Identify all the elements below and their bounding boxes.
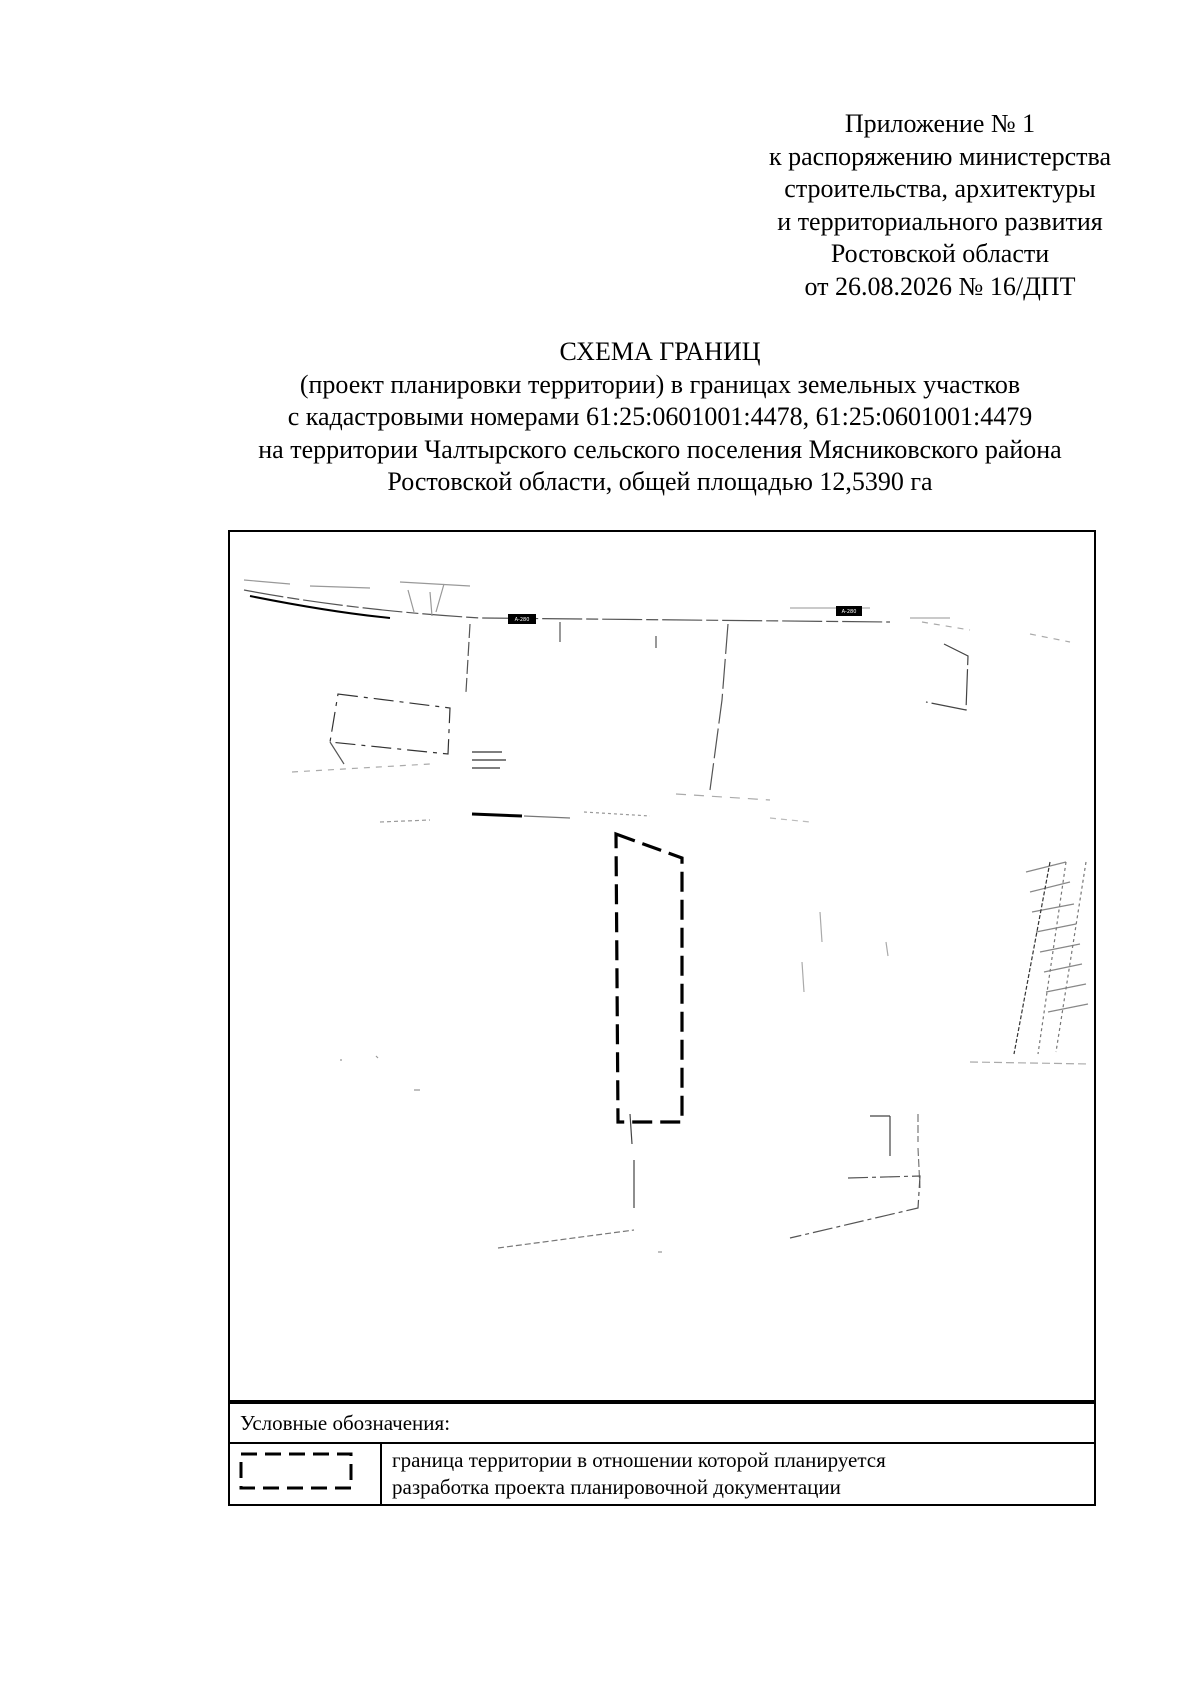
appendix-line: Приложение № 1 bbox=[844, 109, 1036, 138]
title-line: с кадастровыми номерами 61:25:0601001:4478, 61:25:0601001:4479 bbox=[287, 402, 1033, 431]
appendix-line: от 26.08.2026 № 16/ДПТ bbox=[804, 271, 1076, 301]
appendix-line: к распоряжению министерства bbox=[768, 141, 1111, 171]
legend-table bbox=[228, 1402, 1096, 1506]
map-frame bbox=[228, 530, 1096, 1402]
title-line: на территории Чалтырского сельского поселения Мясниковского района bbox=[258, 434, 1062, 464]
dashed-boundary-icon bbox=[230, 1444, 380, 1498]
appendix-line: Ростовской области bbox=[830, 239, 1050, 268]
legend-item bbox=[229, 1443, 1095, 1505]
territory-boundary bbox=[616, 834, 682, 1122]
appendix-header bbox=[700, 108, 1180, 303]
road-sign-label: А-280 bbox=[841, 609, 857, 615]
boundary-map bbox=[230, 532, 1096, 1402]
title-heading: СХЕМА ГРАНИЦ bbox=[559, 337, 761, 366]
appendix-line: и территориального развития bbox=[777, 206, 1103, 236]
title-line: (проект планировки территории) в границах земельных участков bbox=[299, 369, 1021, 399]
map-background-lines bbox=[244, 580, 1090, 1252]
road-sign-a280-2 bbox=[836, 606, 862, 616]
legend-description bbox=[381, 1443, 1095, 1505]
document-title bbox=[150, 336, 1170, 499]
legend-symbol-dashed-boundary bbox=[229, 1443, 381, 1505]
road-sign-a280-1 bbox=[508, 614, 536, 624]
legend-header: Условные обозначения: bbox=[229, 1403, 1095, 1443]
road-sign-label: А-280 bbox=[514, 617, 530, 623]
legend-description-line: разработка проекта планировочной документации bbox=[392, 1475, 841, 1499]
appendix-line: строительства, архитектуры bbox=[784, 174, 1096, 203]
legend-description-line: граница территории в отношении которой планируется bbox=[392, 1448, 886, 1472]
title-line: Ростовской области, общей площадью 12,5390 га bbox=[387, 467, 933, 496]
